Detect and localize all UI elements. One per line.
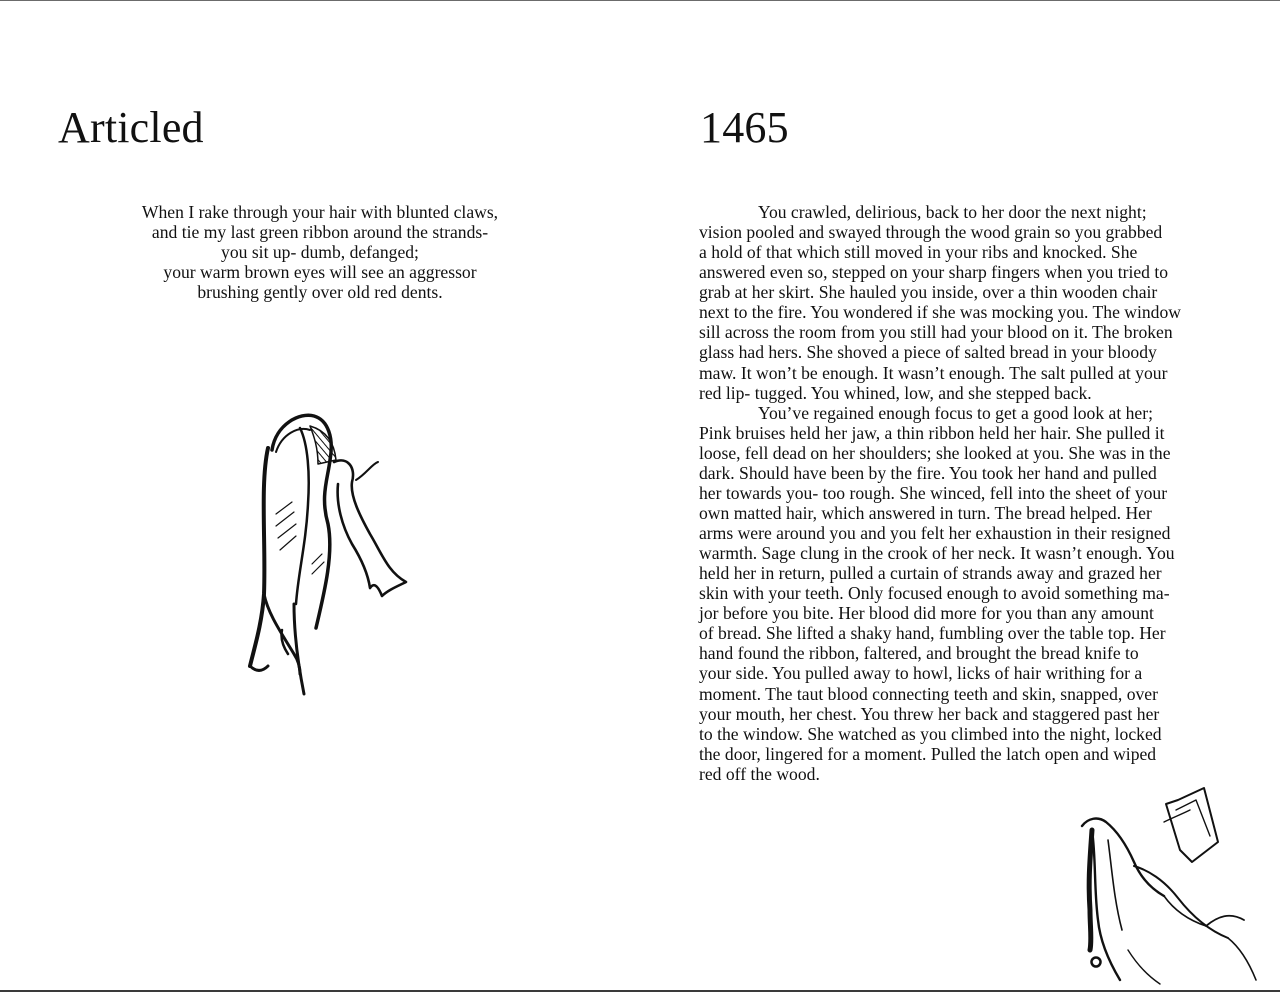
poem-line: When I rake through your hair with blunted claws, (141, 202, 499, 222)
hand-knife-sketch-icon (1068, 770, 1268, 990)
story-line: your mouth, her chest. You threw her back and staggered past her (699, 703, 1160, 724)
ribbon-sketch-icon (238, 404, 428, 704)
story-line: dark. Should have been by the fire. You took her hand and pulled (699, 462, 1157, 483)
story-line: You’ve regained enough focus to get a good look at her; (758, 402, 1153, 423)
story-line: Pink bruises held her jaw, a thin ribbon held her hair. She pulled it (699, 422, 1165, 443)
story-line: grab at her skirt. She hauled you inside, over a thin wooden chair (699, 282, 1158, 303)
story-line: of bread. She lifted a shaky hand, fumbling over the table top. Her (699, 623, 1166, 644)
story-line: held her in return, pulled a curtain of strands away and grazed her (699, 563, 1162, 584)
story-line: skin with your teeth. Only focused enough to avoid something ma- (699, 583, 1170, 604)
poem-body (110, 202, 530, 302)
story-line: next to the fire. You wondered if she was mocking you. The window (699, 302, 1181, 323)
story-line: You crawled, delirious, back to her door the next night; (758, 202, 1147, 222)
story-title: 1465 (700, 103, 789, 152)
story-body (699, 202, 1229, 784)
story-line: glass had hers. She shoved a piece of salted bread in your bloody (699, 342, 1157, 363)
story-line: answered even so, stepped on your sharp fingers when you tried to (699, 262, 1169, 283)
story-line: your side. You pulled away to howl, licks of hair writhing for a (699, 663, 1143, 684)
story-line: red lip- tugged. You whined, low, and she stepped back. (699, 382, 1092, 403)
story-line: loose, fell dead on her shoulders; she looked at you. She was in the (699, 442, 1171, 463)
poem-line: and tie my last green ribbon around the strands- (151, 222, 489, 242)
story-line: moment. The taut blood connecting teeth and skin, snapped, over (699, 683, 1158, 704)
story-line: the door, lingered for a moment. Pulled the latch open and wiped (699, 743, 1157, 764)
story-line: warmth. Sage clung in the crook of her neck. It wasn’t enough. You (699, 543, 1175, 564)
poem-line: you sit up- dumb, defanged; (221, 242, 419, 262)
story-line: to the window. She watched as you climbed into the night, locked (699, 723, 1162, 744)
poem-title: Articled (58, 103, 204, 152)
story-line: a hold of that which still moved in your ribs and knocked. She (699, 242, 1138, 263)
story-line: maw. It won’t be enough. It wasn’t enough. The salt pulled at your (699, 362, 1168, 383)
story-line: vision pooled and swayed through the wood grain so you grabbed (699, 222, 1163, 243)
story-line: her towards you- too rough. She winced, fell into the sheet of your (699, 482, 1168, 503)
story-line: own matted hair, which answered in turn. The bread helped. Her (699, 502, 1152, 523)
poem-line: your warm brown eyes will see an aggressor (163, 262, 477, 282)
story-line: arms were around you and you felt her exhaustion in their resigned (699, 523, 1171, 543)
story-line: hand found the ribbon, faltered, and brought the bread knife to (699, 643, 1139, 664)
story-line: red off the wood. (699, 763, 820, 784)
story-line: jor before you bite. Her blood did more for you than any amount (699, 603, 1154, 624)
story-line: sill across the room from you still had your blood on it. The broken (699, 322, 1173, 343)
poem-line: brushing gently over old red dents. (197, 282, 443, 302)
